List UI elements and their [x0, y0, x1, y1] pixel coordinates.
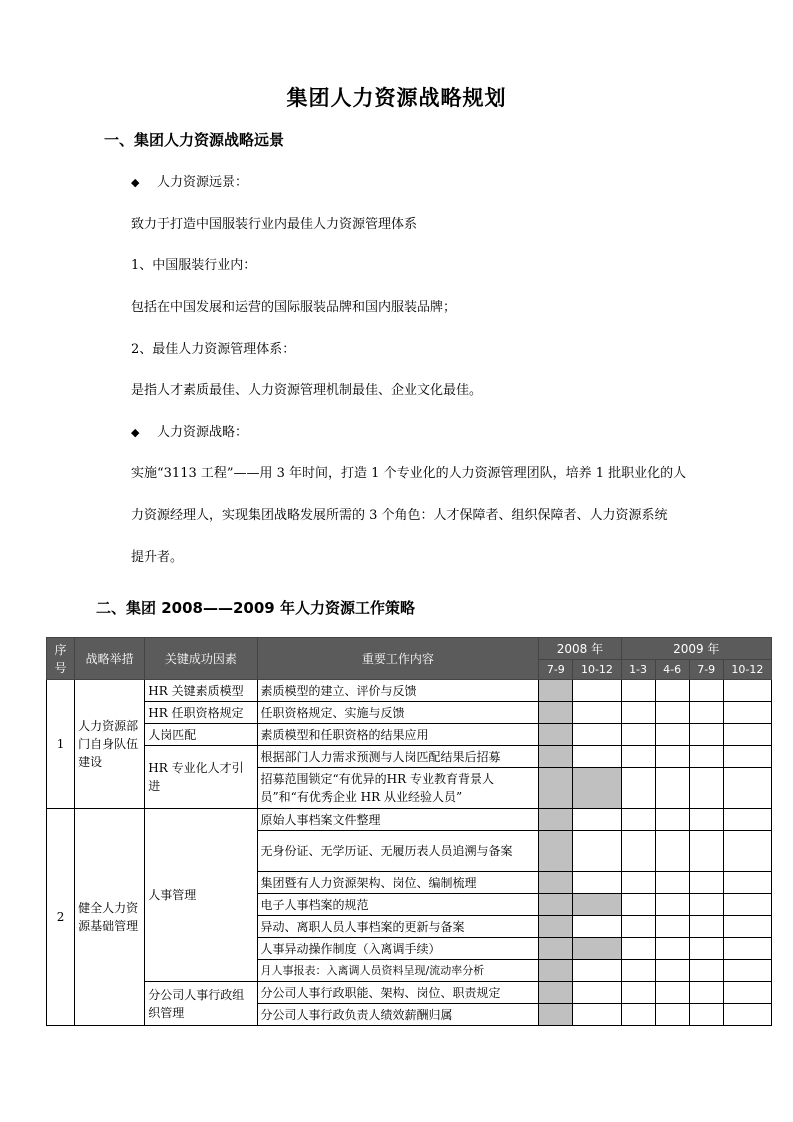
strategy-cell: 健全人力资源基础管理	[75, 809, 145, 1026]
group-number: 1	[47, 680, 75, 809]
factor-cell: HR 关键素质模型	[145, 680, 257, 702]
timeline-cell	[655, 894, 689, 916]
timeline-cell	[573, 982, 621, 1004]
timeline-cell	[573, 960, 621, 982]
timeline-cell	[723, 768, 771, 809]
timeline-cell	[655, 702, 689, 724]
timeline-cell	[539, 809, 573, 831]
content-cell: 无身份证、无学历证、无履历表人员追溯与备案	[257, 831, 539, 872]
timeline-cell	[655, 938, 689, 960]
bullet-vision-label: 人力资源远景：	[157, 175, 249, 190]
timeline-cell	[689, 724, 723, 746]
strategy-line-1: 实施“3113 工程”——用 3 年时间，打造 1 个专业化的人力资源管理团队，培养 1 批职业化的人	[131, 466, 687, 481]
item1-text: 包括在中国发展和运营的国际服装品牌和国内服装品牌；	[131, 300, 457, 315]
strategy-line-2: 力资源经理人，实现集团战略发展所需的 3 个角色：人才保障者、组织保障者、人力资源系统	[131, 508, 668, 523]
header-seq: 序号	[47, 638, 75, 680]
vision-text: 致力于打造中国服装行业内最佳人力资源管理体系	[131, 217, 418, 232]
factor-cell: HR 任职资格规定	[145, 702, 257, 724]
timeline-cell	[539, 960, 573, 982]
timeline-cell	[539, 938, 573, 960]
content-cell: 异动、离职人员人事档案的更新与备案	[257, 916, 539, 938]
content-cell: 招募范围锁定“有优异的HR 专业教育背景人员”和“有优秀企业 HR 从业经验人员”	[257, 768, 539, 809]
timeline-cell	[621, 724, 655, 746]
timeline-cell	[621, 702, 655, 724]
section1-heading: 一、集团人力资源战略远景	[104, 131, 285, 149]
timeline-cell	[723, 809, 771, 831]
timeline-cell	[723, 702, 771, 724]
timeline-cell	[621, 960, 655, 982]
table-row	[47, 746, 772, 768]
timeline-cell	[621, 894, 655, 916]
diamond-bullet-icon: ◆	[131, 426, 140, 439]
content-cell: 素质模型和任职资格的结果应用	[257, 724, 539, 746]
timeline-cell	[723, 680, 771, 702]
item1-label: 1、中国服装行业内：	[131, 258, 257, 273]
timeline-cell	[723, 831, 771, 872]
content-cell: 人事异动操作制度（入离调手续）	[257, 938, 539, 960]
timeline-cell	[539, 702, 573, 724]
group-number: 2	[47, 809, 75, 1026]
timeline-cell	[539, 1004, 573, 1026]
timeline-cell	[723, 872, 771, 894]
timeline-cell	[573, 938, 621, 960]
content-cell: 根据部门人力需求预测与人岗匹配结果后招募	[257, 746, 539, 768]
timeline-cell	[539, 894, 573, 916]
header-period: 7-9	[539, 660, 573, 680]
header-period: 7-9	[689, 660, 723, 680]
timeline-cell	[573, 702, 621, 724]
timeline-cell	[689, 894, 723, 916]
timeline-cell	[621, 768, 655, 809]
timeline-cell	[689, 938, 723, 960]
timeline-cell	[723, 916, 771, 938]
content-cell: 分公司人事行政职能、架构、岗位、职责规定	[257, 982, 539, 1004]
timeline-cell	[655, 768, 689, 809]
timeline-cell	[689, 831, 723, 872]
timeline-cell	[539, 916, 573, 938]
timeline-cell	[621, 916, 655, 938]
timeline-cell	[621, 746, 655, 768]
timeline-cell	[723, 982, 771, 1004]
timeline-cell	[689, 916, 723, 938]
timeline-cell	[723, 894, 771, 916]
factor-cell: HR 专业化人才引进	[145, 746, 257, 809]
timeline-cell	[689, 1004, 723, 1026]
timeline-cell	[621, 938, 655, 960]
timeline-cell	[539, 982, 573, 1004]
item2-label: 2、最佳人力资源管理体系：	[131, 342, 296, 357]
timeline-cell	[573, 768, 621, 809]
timeline-cell	[539, 724, 573, 746]
timeline-cell	[655, 831, 689, 872]
timeline-cell	[573, 894, 621, 916]
table-row	[47, 702, 772, 724]
timeline-cell	[539, 768, 573, 809]
bullet-vision	[131, 171, 248, 190]
header-period: 10-12	[723, 660, 771, 680]
strategy-line-3: 提升者。	[131, 550, 184, 565]
page-title: 集团人力资源战略规划	[286, 86, 507, 110]
timeline-cell	[621, 831, 655, 872]
header-content: 重要工作内容	[257, 638, 539, 680]
timeline-cell	[621, 1004, 655, 1026]
timeline-cell	[655, 746, 689, 768]
section2-heading: 二、集团 2008——2009 年人力资源工作策略	[96, 599, 415, 617]
timeline-cell	[655, 872, 689, 894]
timeline-cell	[621, 680, 655, 702]
content-cell: 任职资格规定、实施与反馈	[257, 702, 539, 724]
timeline-cell	[689, 680, 723, 702]
timeline-cell	[573, 746, 621, 768]
timeline-cell	[655, 1004, 689, 1026]
strategy-plan-table	[46, 637, 772, 1026]
header-year-2008: 2008 年	[539, 638, 621, 660]
table-row	[47, 680, 772, 702]
content-cell: 分公司人事行政负责人绩效薪酬归属	[257, 1004, 539, 1026]
timeline-cell	[621, 982, 655, 1004]
timeline-cell	[689, 702, 723, 724]
timeline-cell	[689, 746, 723, 768]
timeline-cell	[723, 746, 771, 768]
timeline-cell	[723, 724, 771, 746]
timeline-cell	[573, 724, 621, 746]
header-period: 4-6	[655, 660, 689, 680]
timeline-cell	[539, 746, 573, 768]
timeline-cell	[689, 960, 723, 982]
timeline-cell	[573, 809, 621, 831]
timeline-cell	[655, 982, 689, 1004]
content-cell: 电子人事档案的规范	[257, 894, 539, 916]
header-period: 1-3	[621, 660, 655, 680]
timeline-cell	[655, 916, 689, 938]
factor-cell: 人事管理	[145, 809, 257, 982]
timeline-cell	[573, 916, 621, 938]
factor-cell: 分公司人事行政组织管理	[145, 982, 257, 1026]
header-strategy: 战略举措	[75, 638, 145, 680]
timeline-cell	[723, 938, 771, 960]
timeline-cell	[573, 1004, 621, 1026]
table-row	[47, 724, 772, 746]
timeline-cell	[539, 831, 573, 872]
content-cell: 素质模型的建立、评价与反馈	[257, 680, 539, 702]
content-cell: 月人事报表：入离调人员资料呈现/流动率分析	[257, 960, 539, 982]
timeline-cell	[723, 960, 771, 982]
diamond-bullet-icon: ◆	[131, 176, 140, 189]
header-factor: 关键成功因素	[145, 638, 257, 680]
timeline-cell	[689, 982, 723, 1004]
timeline-cell	[689, 809, 723, 831]
timeline-cell	[655, 960, 689, 982]
bullet-strategy-label: 人力资源战略：	[157, 425, 249, 440]
timeline-cell	[539, 680, 573, 702]
content-cell: 集团暨有人力资源架构、岗位、编制梳理	[257, 872, 539, 894]
timeline-cell	[621, 809, 655, 831]
bullet-strategy	[131, 421, 248, 440]
timeline-cell	[723, 1004, 771, 1026]
factor-cell: 人岗匹配	[145, 724, 257, 746]
timeline-cell	[539, 872, 573, 894]
timeline-cell	[573, 872, 621, 894]
timeline-cell	[689, 872, 723, 894]
timeline-cell	[573, 831, 621, 872]
timeline-cell	[655, 680, 689, 702]
timeline-cell	[621, 872, 655, 894]
strategy-cell: 人力资源部门自身队伍建设	[75, 680, 145, 809]
table-row	[47, 809, 772, 831]
timeline-cell	[689, 768, 723, 809]
timeline-cell	[655, 809, 689, 831]
item2-text: 是指人才素质最佳、人力资源管理机制最佳、企业文化最佳。	[131, 383, 483, 398]
content-cell: 原始人事档案文件整理	[257, 809, 539, 831]
table-row	[47, 982, 772, 1004]
header-year-2009: 2009 年	[621, 638, 771, 660]
timeline-cell	[573, 680, 621, 702]
header-period: 10-12	[573, 660, 621, 680]
timeline-cell	[655, 724, 689, 746]
